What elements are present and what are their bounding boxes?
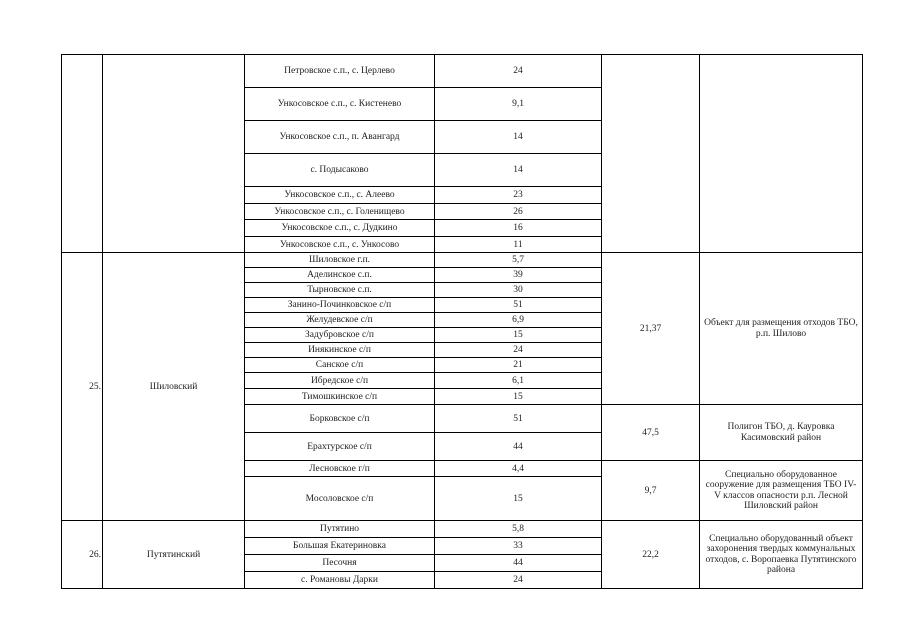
distance-cell: 4,4 [435,461,602,477]
facility-cell: Специально оборудованное сооружение для размещения ТБО IV-V классов опасности р.п. Лесной Шиловский район [700,461,863,521]
settlement-cell: Путятино [245,521,435,538]
distance-cell: 30 [435,283,602,298]
facility-cell: Объект для размещения отходов ТБО, р.п. Шилово [700,253,863,405]
distance-cell: 39 [435,268,602,283]
distance-cell: 14 [435,154,602,187]
settlement-cell: Ункосовское с.п., с. Кистенево [245,88,435,121]
settlement-cell: Задубровское с/п [245,328,435,343]
settlement-cell: Ункосовское с.п., п. Авангард [245,121,435,154]
distance-cell: 33 [435,538,602,555]
settlement-cell: Мосоловское с/п [245,477,435,521]
distance-cell: 23 [435,187,602,204]
total-distance-cell: 21,37 [602,253,700,405]
district-number: 25. [62,253,103,521]
distance-cell: 9,1 [435,88,602,121]
settlement-cell: Лесновское г/п [245,461,435,477]
total-distance-cell: 47,5 [602,405,700,461]
settlement-cell: Большая Екатериновка [245,538,435,555]
settlement-cell: с. Подысаково [245,154,435,187]
distance-cell: 44 [435,433,602,461]
table-row [62,55,863,88]
settlement-cell: Борковское с/п [245,405,435,433]
distance-cell: 6,9 [435,313,602,328]
document-page [61,54,862,589]
settlement-cell: Ункосовское с.п., с. Дудкино [245,220,435,237]
distance-cell: 14 [435,121,602,154]
settlement-cell: Занино-Починковское с/п [245,298,435,313]
settlement-cell: Петровское с.п., с. Церлево [245,55,435,88]
settlement-cell: Ункосовское с.п., с. Алеево [245,187,435,204]
total-distance-cell: 9,7 [602,461,700,521]
table-row [62,521,863,538]
distance-cell: 24 [435,55,602,88]
district-name: Шиловский [103,253,245,521]
distance-cell: 51 [435,298,602,313]
distance-cell: 15 [435,477,602,521]
settlement-cell: Тырновское с.п. [245,283,435,298]
distance-cell: 15 [435,389,602,405]
facility-cell: Специально оборудованный объект захоронения твердых коммунальных отходов, с. Воропаевка Путятинского района [700,521,863,589]
total-distance-cell: 22,2 [602,521,700,589]
settlement-cell: Желудевское с/п [245,313,435,328]
district-number-cell [62,55,103,253]
distance-cell: 15 [435,328,602,343]
settlement-cell: Ерахтурское с/п [245,433,435,461]
settlement-cell: Песочня [245,555,435,572]
settlement-cell: Инякинское с/п [245,343,435,358]
distance-cell: 44 [435,555,602,572]
distance-cell: 51 [435,405,602,433]
settlement-cell: Санское с/п [245,358,435,373]
settlement-cell: Ункосовское с.п., с. Ункосово [245,237,435,253]
district-number: 26. [62,521,103,589]
settlement-cell: Тимошкинское с/п [245,389,435,405]
settlement-cell: Ибредское с/п [245,373,435,389]
distance-cell: 5,7 [435,253,602,268]
distance-cell: 6,1 [435,373,602,389]
settlement-cell: Шиловское г.п. [245,253,435,268]
distance-cell: 11 [435,237,602,253]
distance-cell: 21 [435,358,602,373]
district-name-cell [103,55,245,253]
facility-cell: Полигон ТБО, д. Кауровка Касимовский район [700,405,863,461]
settlement-cell: Аделинское с.п. [245,268,435,283]
total-distance-cell [602,55,700,253]
distance-cell: 26 [435,204,602,220]
settlement-cell: с. Романовы Дарки [245,572,435,589]
table-row [62,253,863,268]
district-name: Путятинский [103,521,245,589]
distance-cell: 5,8 [435,521,602,538]
distance-cell: 24 [435,343,602,358]
waste-disposal-table [61,54,863,589]
settlement-cell: Ункосовское с.п., с. Голенищево [245,204,435,220]
distance-cell: 24 [435,572,602,589]
facility-cell [700,55,863,253]
distance-cell: 16 [435,220,602,237]
